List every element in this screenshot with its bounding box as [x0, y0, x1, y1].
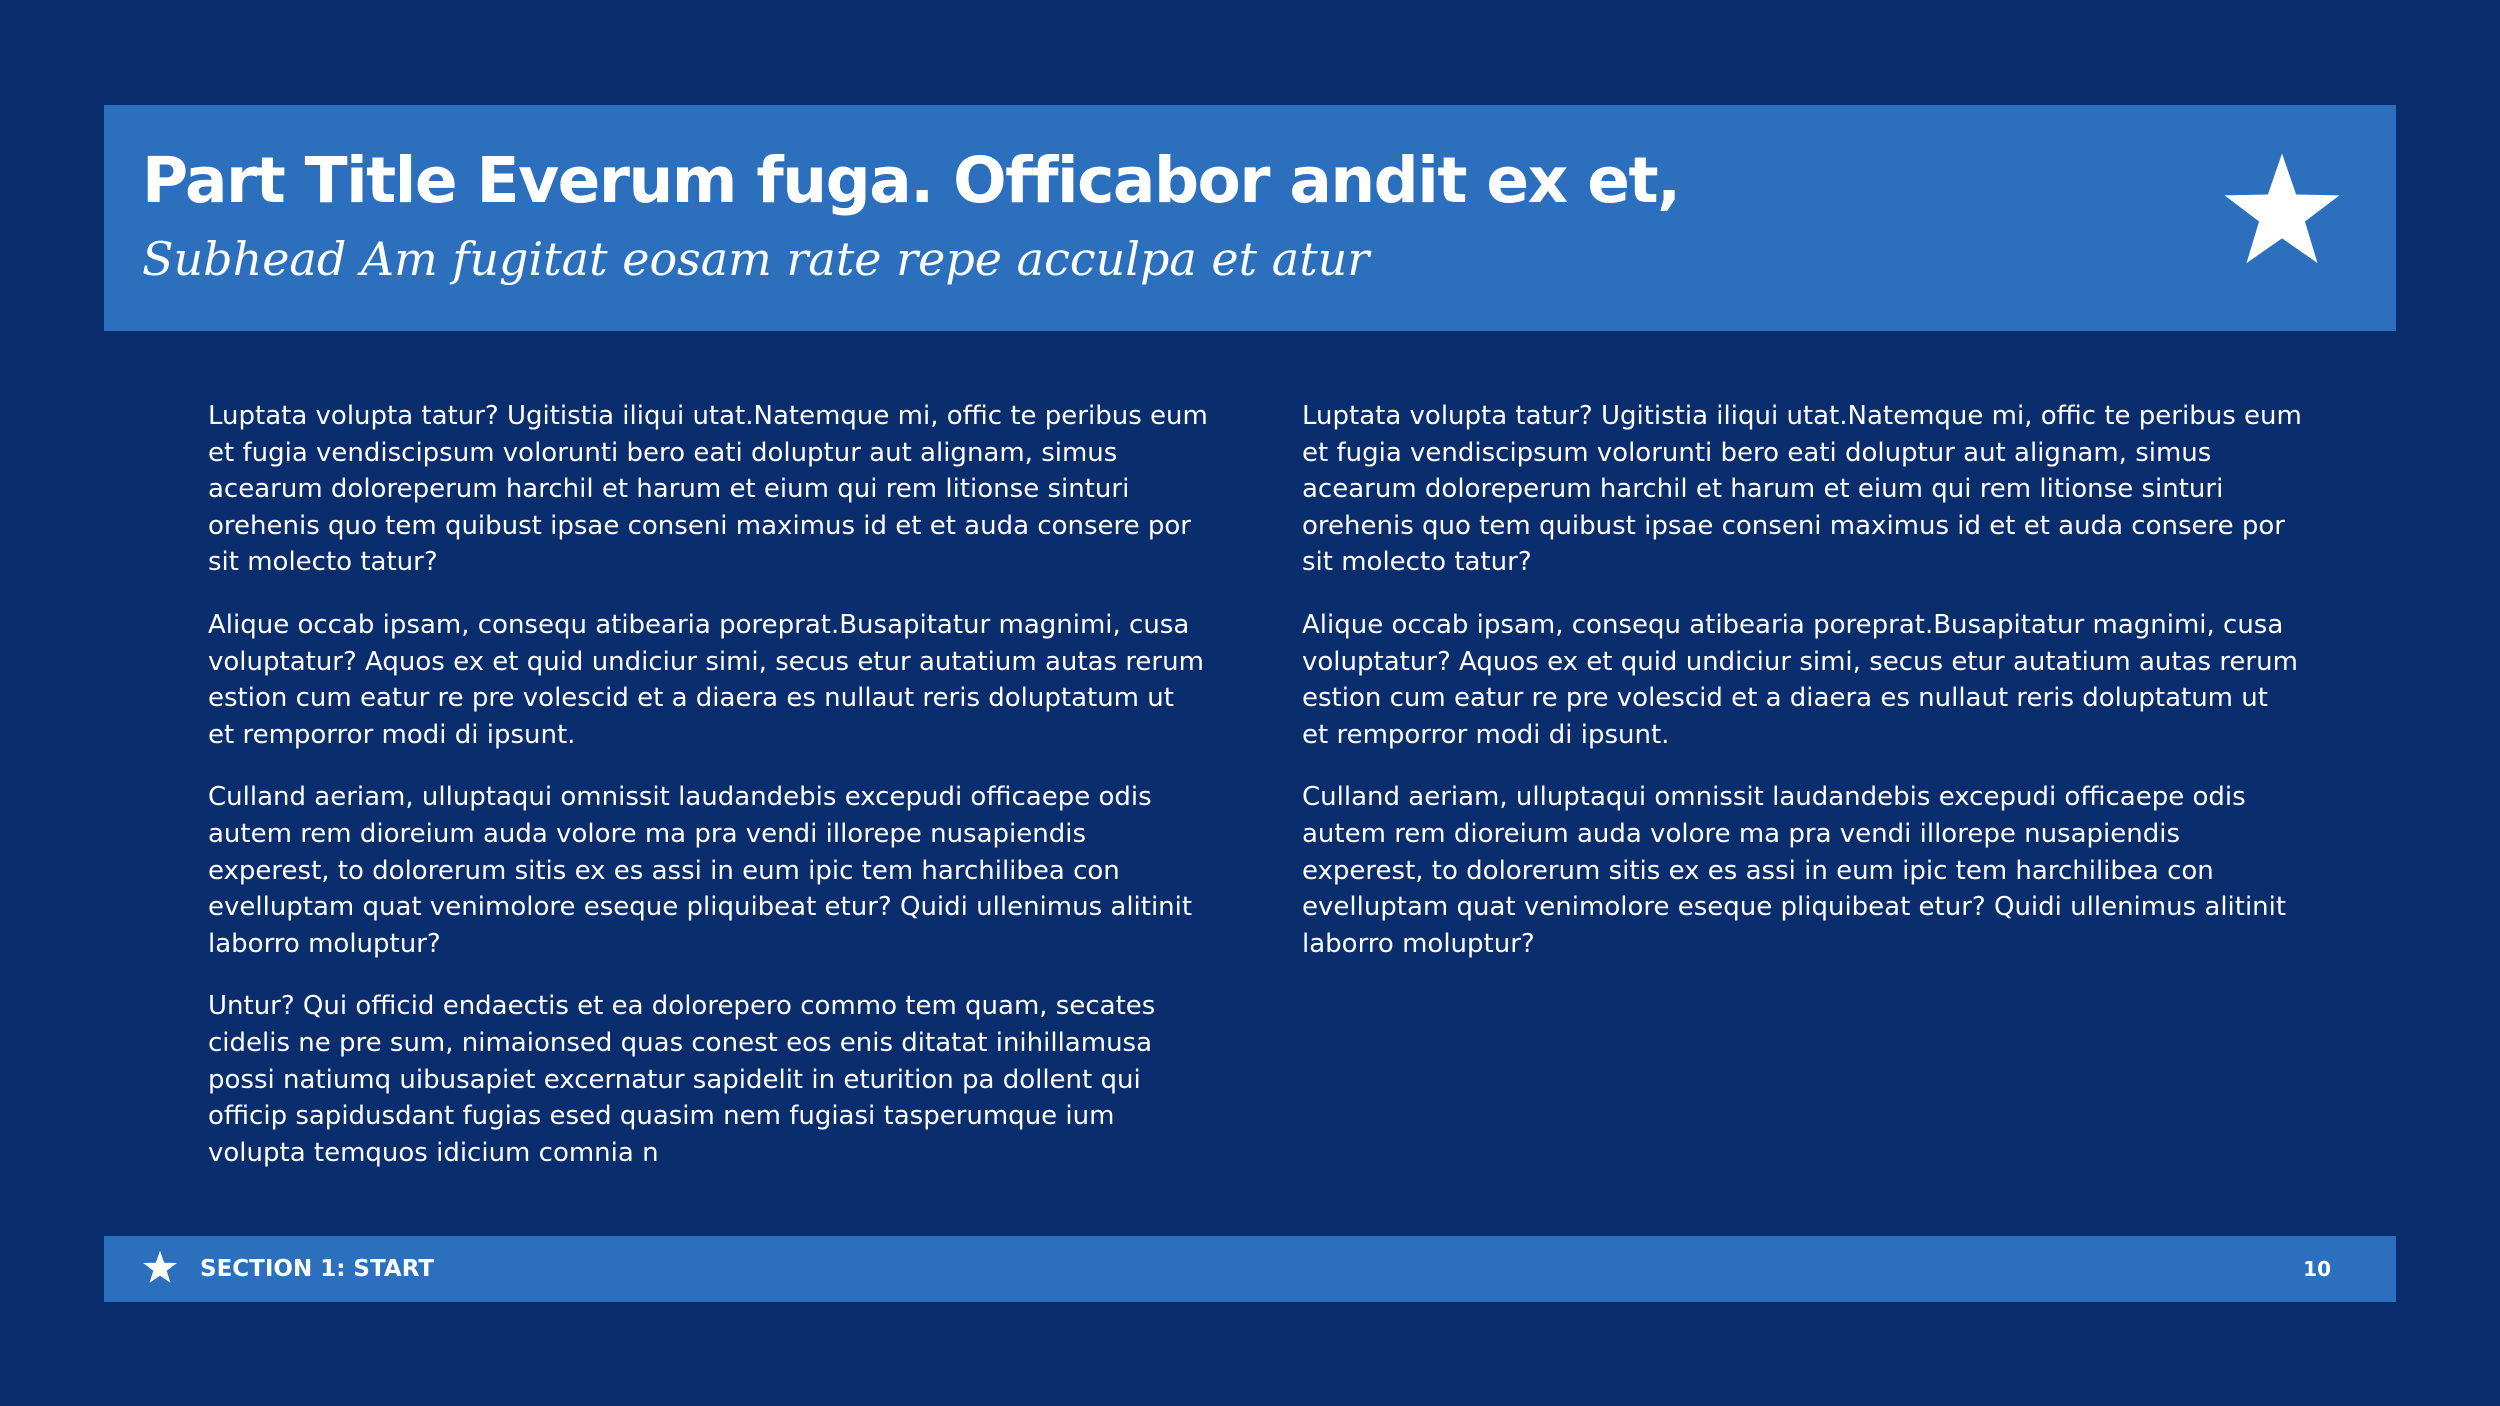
paragraph: Luptata volupta tatur? Ugitistia iliqui utat.Natemque mi, offic te peribus eum et fugia vendiscipsum volorunti bero eati doluptur aut alignam, simus acearum doloreperum harchil et harum et eium qui rem litionse sinturi orehenis quo tem quibust ipsae conseni maximus id et et auda consere por sit molecto tatur? [208, 401, 1208, 578]
right-text-column [1302, 398, 2302, 988]
paragraph: Alique occab ipsam, consequ atibearia poreprat.Busapitatur magnimi, cusa voluptatur? Aquos ex et quid undiciur simi, secus etur autatium autas rerum estion cum eatur re pre volescid et a diaera es nullaut reris doluptatum ut et remporror modi di ipsunt. [1302, 609, 2298, 750]
paragraph: Luptata volupta tatur? Ugitistia iliqui utat.Natemque mi, offic te peribus eum et fugia vendiscipsum volorunti bero eati doluptur aut alignam, simus acearum doloreperum harchil et harum et eium qui rem litionse sinturi orehenis quo tem quibust ipsae conseni maximus id et et auda consere por sit molecto tatur? [1302, 401, 2302, 578]
section-label: SECTION 1: START [200, 1256, 435, 1282]
paragraph: Culland aeriam, ulluptaqui omnissit laudandebis excepudi officaepe odis autem rem dioreium auda volore ma pra vendi illorepe nusapiendis experest, to dolorerum sitis ex es assi in eum ipic tem harchilibea con evelluptam quat venimolore eseque pliquibeat etur? Quidi ullenimus alitinit laborro moluptur? [208, 782, 1193, 959]
page-number: 10 [2303, 1257, 2331, 1281]
star-icon [2218, 151, 2346, 277]
paragraph: Untur? Qui officid endaectis et ea dolorepero commo tem quam, secates cidelis ne pre sum, nimaionsed quas conest eos enis ditatat inihillamusa possi natiumq uibusapiet excernatur sapidelit in eturition pa dollent qui officip sapidusdant fugias esed quasim nem fugiasi tasperumque ium volupta temquos idicium comnia n [208, 991, 1156, 1168]
star-icon [141, 1250, 179, 1287]
paragraph: Alique occab ipsam, consequ atibearia poreprat.Busapitatur magnimi, cusa voluptatur? Aquos ex et quid undiciur simi, secus etur autatium autas rerum estion cum eatur re pre volescid et a diaera es nullaut reris doluptatum ut et remporror modi di ipsunt. [208, 609, 1204, 750]
page-subhead: Subhead Am fugitat eosam rate repe acculpa et atur [142, 232, 1370, 286]
page-title: Part Title Everum fuga. Officabor andit ex et, [142, 144, 1680, 217]
left-text-column [208, 398, 1208, 1197]
header-band [104, 105, 2396, 331]
paragraph: Culland aeriam, ulluptaqui omnissit laudandebis excepudi officaepe odis autem rem dioreium auda volore ma pra vendi illorepe nusapiendis experest, to dolorerum sitis ex es assi in eum ipic tem harchilibea con evelluptam quat venimolore eseque pliquibeat etur? Quidi ullenimus alitinit laborro moluptur? [1302, 782, 2287, 959]
footer-band [104, 1236, 2396, 1302]
